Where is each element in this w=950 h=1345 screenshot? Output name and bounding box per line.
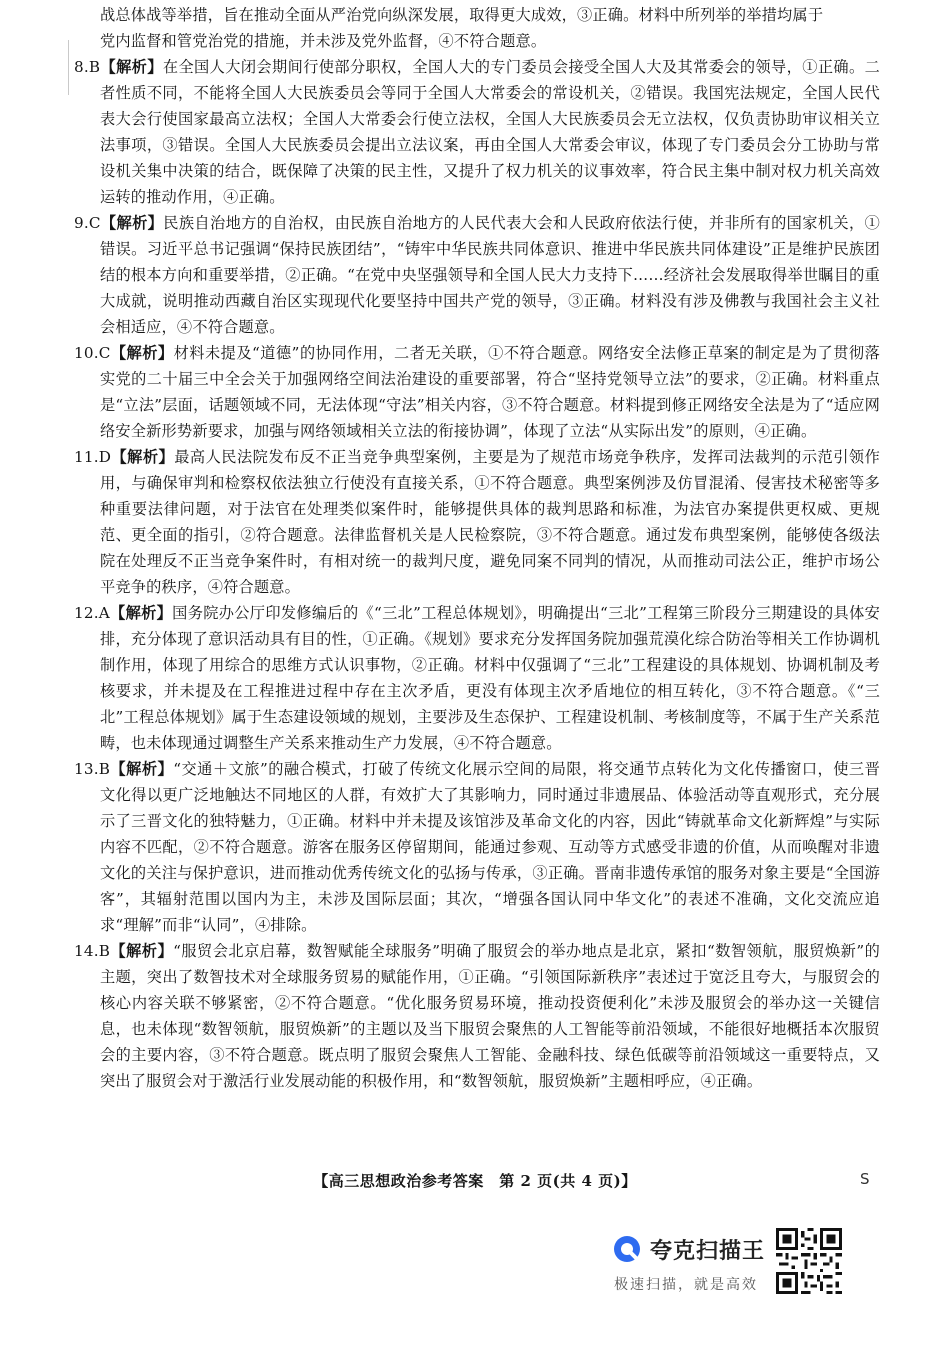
- answer-item: [74, 756, 880, 938]
- analysis-text: “服贸会北京启幕，数智赋能全球服务”明确了服贸会的举办地点是北京，紧扣“数智领航，服贸焕新”的主题，突出了数智技术对全球服务贸易的赋能作用，①正确。“引领国际新秩序”表述过于宽泛且夸大，与服贸会的核心内容关联不够紧密，②不符合题意。“优化服务贸易环境，推动投资便利化”未涉及服贸会的举办这一关键信息，也未体现“数智领航，服贸焕新”的主题以及当下服贸会聚焦的人工智能等前沿领域，不能很好地概括本次服贸会的主要内容，③不符合题意。既点明了服贸会聚焦人工智能、金融科技、绿色低碳等前沿领域这一重要特点，又突出了服贸会对于激活行业发展动能的积极作用，和“数智领航，服贸焕新”主题相呼应，④正确。: [100, 942, 880, 1090]
- scanner-slogan: 极速扫描，就是高效: [614, 1277, 758, 1293]
- answer-item: [74, 938, 880, 1094]
- answer-number: 10.C: [74, 344, 111, 362]
- continued-line-2: 党内监督和管党治党的措施，并未涉及党外监督，④不符合题意。: [100, 32, 547, 50]
- answer-list: [74, 54, 880, 1094]
- analysis-tag: 【解析】: [100, 214, 164, 232]
- binding-line: [68, 40, 69, 95]
- analysis-tag: 【解析】: [110, 760, 174, 778]
- analysis-tag: 【解析】: [100, 58, 163, 76]
- answer-number: 14.B: [74, 942, 111, 960]
- analysis-tag: 【解析】: [110, 942, 174, 960]
- analysis-text: 国务院办公厅印发修编后的《“三北”工程总体规划》，明确提出“三北”工程第三阶段分三期建设的具体安排，充分体现了意识活动具有目的性，①正确。《规划》要求充分发挥国务院加强荒漠化综合防治等相关工作协调机制作用，体现了用综合的思维方式认识事物，②正确。材料中仅强调了“三北”工程建设的具体规划、协调机制及考核要求，并未提及在工程推进过程中存在主次矛盾，更没有体现主次矛盾地位的相互转化，③不符合题意。《“三北”工程总体规划》属于生态建设领域的规划，主要涉及生态保护、工程建设机制、考核制度等，不属于生产关系范畴，也未体现通过调整生产关系来推动生产力发展，④不符合题意。: [100, 604, 880, 752]
- quark-logo-icon: [612, 1234, 642, 1264]
- answer-content: [74, 2, 880, 1094]
- qr-code-icon: [776, 1228, 842, 1294]
- answer-number: 8.B: [74, 58, 101, 76]
- answer-number: 13.B: [74, 760, 111, 778]
- analysis-tag: 【解析】: [110, 344, 174, 362]
- analysis-text: 民族自治地方的自治权，由民族自治地方的人民代表大会和人民政府依法行使，并非所有的国家机关，①错误。习近平总书记强调“保持民族团结”，“铸牢中华民族共同体意识、推进中华民族共同体建设”正是维护民族团结的根本方向和重要举措，②正确。“在党中央坚强领导和全国人民大力支持下……经济社会发展取得举世瞩目的重大成就，说明推动西藏自治区实现现代化要坚持中国共产党的领导，③正确。材料没有涉及佛教与我国社会主义社会相适应，④不符合题意。: [100, 214, 880, 336]
- answer-item: [74, 340, 880, 444]
- answer-item: [74, 210, 880, 340]
- answer-number: 9.C: [74, 214, 101, 232]
- answer-item: [74, 600, 880, 756]
- analysis-text: 材料未提及“道德”的协同作用，二者无关联，①不符合题意。网络安全法修正草案的制定是为了贯彻落实党的二十届三中全会关于加强网络空间法治建设的重要部署，符合“坚持党领导立法”的要求，②正确。材料重点是“立法”层面，话题领域不同，无法体现“守法”相关内容，③不符合题意。材料提到修正网络安全法是为了“适应网络安全新形势新要求，加强与网络领域相关立法的衔接协调”，体现了立法“从实际出发”的原则，④正确。: [100, 344, 880, 440]
- scanner-watermark: [612, 1228, 852, 1298]
- answer-number: 11.D: [74, 448, 112, 466]
- analysis-text: “交通＋文旅”的融合模式，打破了传统文化展示空间的局限，将交通节点转化为文化传播窗口，使三晋文化得以更广泛地触达不同地区的人群，有效扩大了其影响力，同时通过非遗展品、体验活动等直观形式，充分展示了三晋文化的独特魅力，①正确。材料中并未提及该馆涉及革命文化的内容，因此“铸就革命文化新辉煌”与实际内容不匹配，②不符合题意。游客在服务区停留期间，能通过参观、互动等方式感受非遗的价值，从而唤醒对非遗文化的关注与保护意识，进而推动优秀传统文化的弘扬与传承，③正确。晋南非遗传承馆的服务对象主要是“全国游客”，其辐射范围以国内为主，未涉及国际层面；其次，“增强各国认同中华文化”的表述不准确，文化交流应追求“理解”而非“认同”，④排除。: [100, 760, 880, 934]
- footer-mark: S: [860, 1170, 870, 1188]
- analysis-text: 在全国人大闭会期间行使部分职权，全国人大的专门委员会接受全国人大及其常委会的领导，①正确。二者性质不同，不能将全国人大民族委员会等同于全国人大常委会的常设机关，②错误。我国宪法规定，全国人民代表大会行使国家最高立法权；全国人大常委会行使立法权，全国人大民族委员会无立法权，仅负责协助审议相关立法事项，③错误。全国人大民族委员会提出立法议案，再由全国人大常委会审议，体现了专门委员会分工协助与常设机关集中决策的结合，既保障了决策的民主性，又提升了权力机关的议事效率，符合民主集中制对权力机关高效运转的推动作用，④正确。: [100, 58, 880, 206]
- answer-item: [74, 444, 880, 600]
- analysis-text: 最高人民法院发布反不正当竞争典型案例，主要是为了规范市场竞争秩序，发挥司法裁判的示范引领作用，与确保审判和检察权依法独立行使没有直接关系，①不符合题意。典型案例涉及仿冒混淆、侵害技术秘密等多种重要法律问题，对于法官在处理类似案件时，能够提供具体的裁判思路和标准，为法官办案提供更权威、更规范、更全面的指引，②符合题意。法律监督机关是人民检察院，③不符合题意。通过发布典型案例，能够使各级法院在处理反不正当竞争案件时，有相对统一的裁判尺度，避免同案不同判的情况，从而推动司法公正，维护市场公平竞争的秩序，④符合题意。: [100, 448, 880, 596]
- answer-number: 12.A: [74, 604, 110, 622]
- scanner-name: 夸克扫描王: [650, 1239, 766, 1264]
- analysis-tag: 【解析】: [109, 604, 173, 622]
- answer-item: [74, 54, 880, 210]
- page-footer: 【高三思想政治参考答案 第 2 页(共 4 页)】: [313, 1172, 637, 1190]
- continued-line-1: 战总体战等举措，旨在推动全面从严治党向纵深发展，取得更大成效，③正确。材料中所列举的举措均属于: [100, 6, 824, 24]
- analysis-tag: 【解析】: [111, 448, 175, 466]
